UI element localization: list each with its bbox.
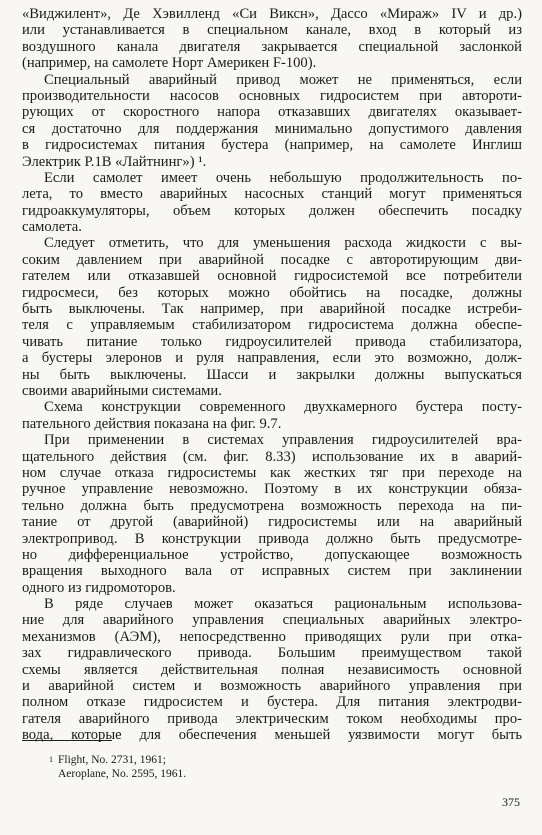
text-line: вода, которые для обеспечения меньшей уязвимости могут быть [22, 727, 522, 744]
text-line: гидроаккумуляторы, объем которых должен обеспечить посадку [22, 202, 522, 219]
text-line: ние для аварийного управления специальных аварийных электро- [22, 612, 522, 629]
paragraph [22, 6, 522, 72]
text-line: (например, на самолете Норт Америкен F-100). [22, 55, 317, 72]
text-line: одного из гидромоторов. [22, 579, 176, 596]
text-line: вращения выходного вала от исправных систем при заклинении [22, 563, 522, 580]
text-line: схемы является действительная полная независимость основной [22, 661, 522, 678]
text-line: Электрик Р.1В «Лайтнинг») ¹. [22, 153, 207, 170]
text-line: Следует отметить, что для уменьшения расхода жидкости с вы- [44, 235, 522, 252]
text-line: лета, то вместо аварийных насосных станций могут применяться [22, 186, 522, 203]
text-line: зах гидравлического привода. Большим преимуществом такой [22, 645, 522, 662]
text-line: При применении в системах управления гидроусилителей вра- [44, 432, 522, 449]
footnote-marker: 1 [49, 755, 53, 764]
text-line: Если самолет имеет очень небольшую продолжительность по- [44, 169, 522, 186]
text-line: тельно должна быть предусмотрена возможность перехода на пи- [22, 497, 522, 514]
paragraph [22, 596, 522, 744]
footnote [49, 753, 186, 781]
text-line: гидросмеси, без которых можно обойтись на посадке, должны [22, 284, 522, 301]
text-line: своими аварийными системами. [22, 382, 222, 399]
text-line: электропривод. В конструкции привода должно быть предусмотре- [22, 530, 522, 547]
page-body [22, 6, 522, 744]
text-line: «Виджилент», Де Хэвилленд «Си Виксн», Дассо «Мираж» IV и др.) [22, 6, 522, 22]
text-line: ся достаточно для поддержания минимально допустимого давления [22, 120, 522, 137]
text-line: механизмов (АЭМ), непосредственно приводящих рули при отка- [22, 628, 522, 645]
text-line: Специальный аварийный привод может не применяться, если [44, 71, 522, 88]
text-line: теля с управляемым стабилизатором гидросистема должна обеспе- [22, 317, 522, 334]
text-line: В ряде случаев может оказаться рациональным использова- [44, 596, 522, 613]
text-line: в гидросистемах питания бустера (например, на самолете Инглиш [22, 137, 522, 154]
paragraph [22, 235, 522, 399]
text-line: пательного действия показана на фиг. 9.7. [22, 415, 282, 432]
text-line: чивать питание только гидроусилителей привода стабилизатора, [22, 333, 522, 350]
paragraph [22, 72, 522, 170]
paragraph [22, 432, 522, 596]
paragraph [22, 170, 522, 236]
text-line: и аварийной систем и возможность аварийного управления при [22, 678, 522, 695]
text-line: ручное управление невозможно. Поэтому в их конструкции обяза- [22, 481, 522, 498]
paragraph [22, 399, 522, 432]
text-line: или устанавливается в специальном канале, вход в который из [22, 22, 522, 39]
text-line: соким давлением при аварийной посадке с авторотирующим дви- [22, 251, 522, 268]
text-line: воздушного канала двигателя закрывается специальной заслонкой [22, 38, 522, 55]
text-line: ном случае отказа гидросистемы как жестких тяг при переходе на [22, 464, 522, 481]
text-line: полном отказе гидросистем и бустера. Для питания электродви- [22, 694, 522, 711]
text-line: щательного действия (см. фиг. 8.33) использование их в аварий- [22, 448, 522, 465]
text-line: Схема конструкции современного двухкамерного бустера посту- [44, 399, 522, 416]
text-line: а бустеры элеронов и руля направления, если это возможно, долж- [22, 350, 522, 367]
text-line: ны быть выключены. Шасси и закрылки должны выпускаться [22, 366, 522, 383]
footnote-text-1: Flight, No. 2731, 1961; [58, 754, 166, 766]
footnote-line-1 [49, 753, 186, 767]
text-line: производительности насосов основных гидросистем при автороти- [22, 87, 522, 104]
text-line: быть выключены. Так например, при аварийной посадке истреби- [22, 301, 522, 318]
text-line: гателя аварийного привода электрическим током необходимы про- [22, 710, 522, 727]
footnote-line-2: Aeroplane, No. 2595, 1961. [58, 768, 187, 780]
page-number: 375 [502, 795, 520, 809]
text-line: тание от другой (аварийной) гидросистемы или на аварийный [22, 514, 522, 531]
text-line: самолета. [22, 219, 82, 236]
footnote-separator [22, 740, 112, 741]
text-line: гателем или отказавшей основной гидросистемой все потребители [22, 268, 522, 285]
text-line: рующих от скоростного напора отказавших двигателях оказывает- [22, 104, 522, 121]
text-line: но дифференциальное устройство, допускающее возможность [22, 546, 522, 563]
